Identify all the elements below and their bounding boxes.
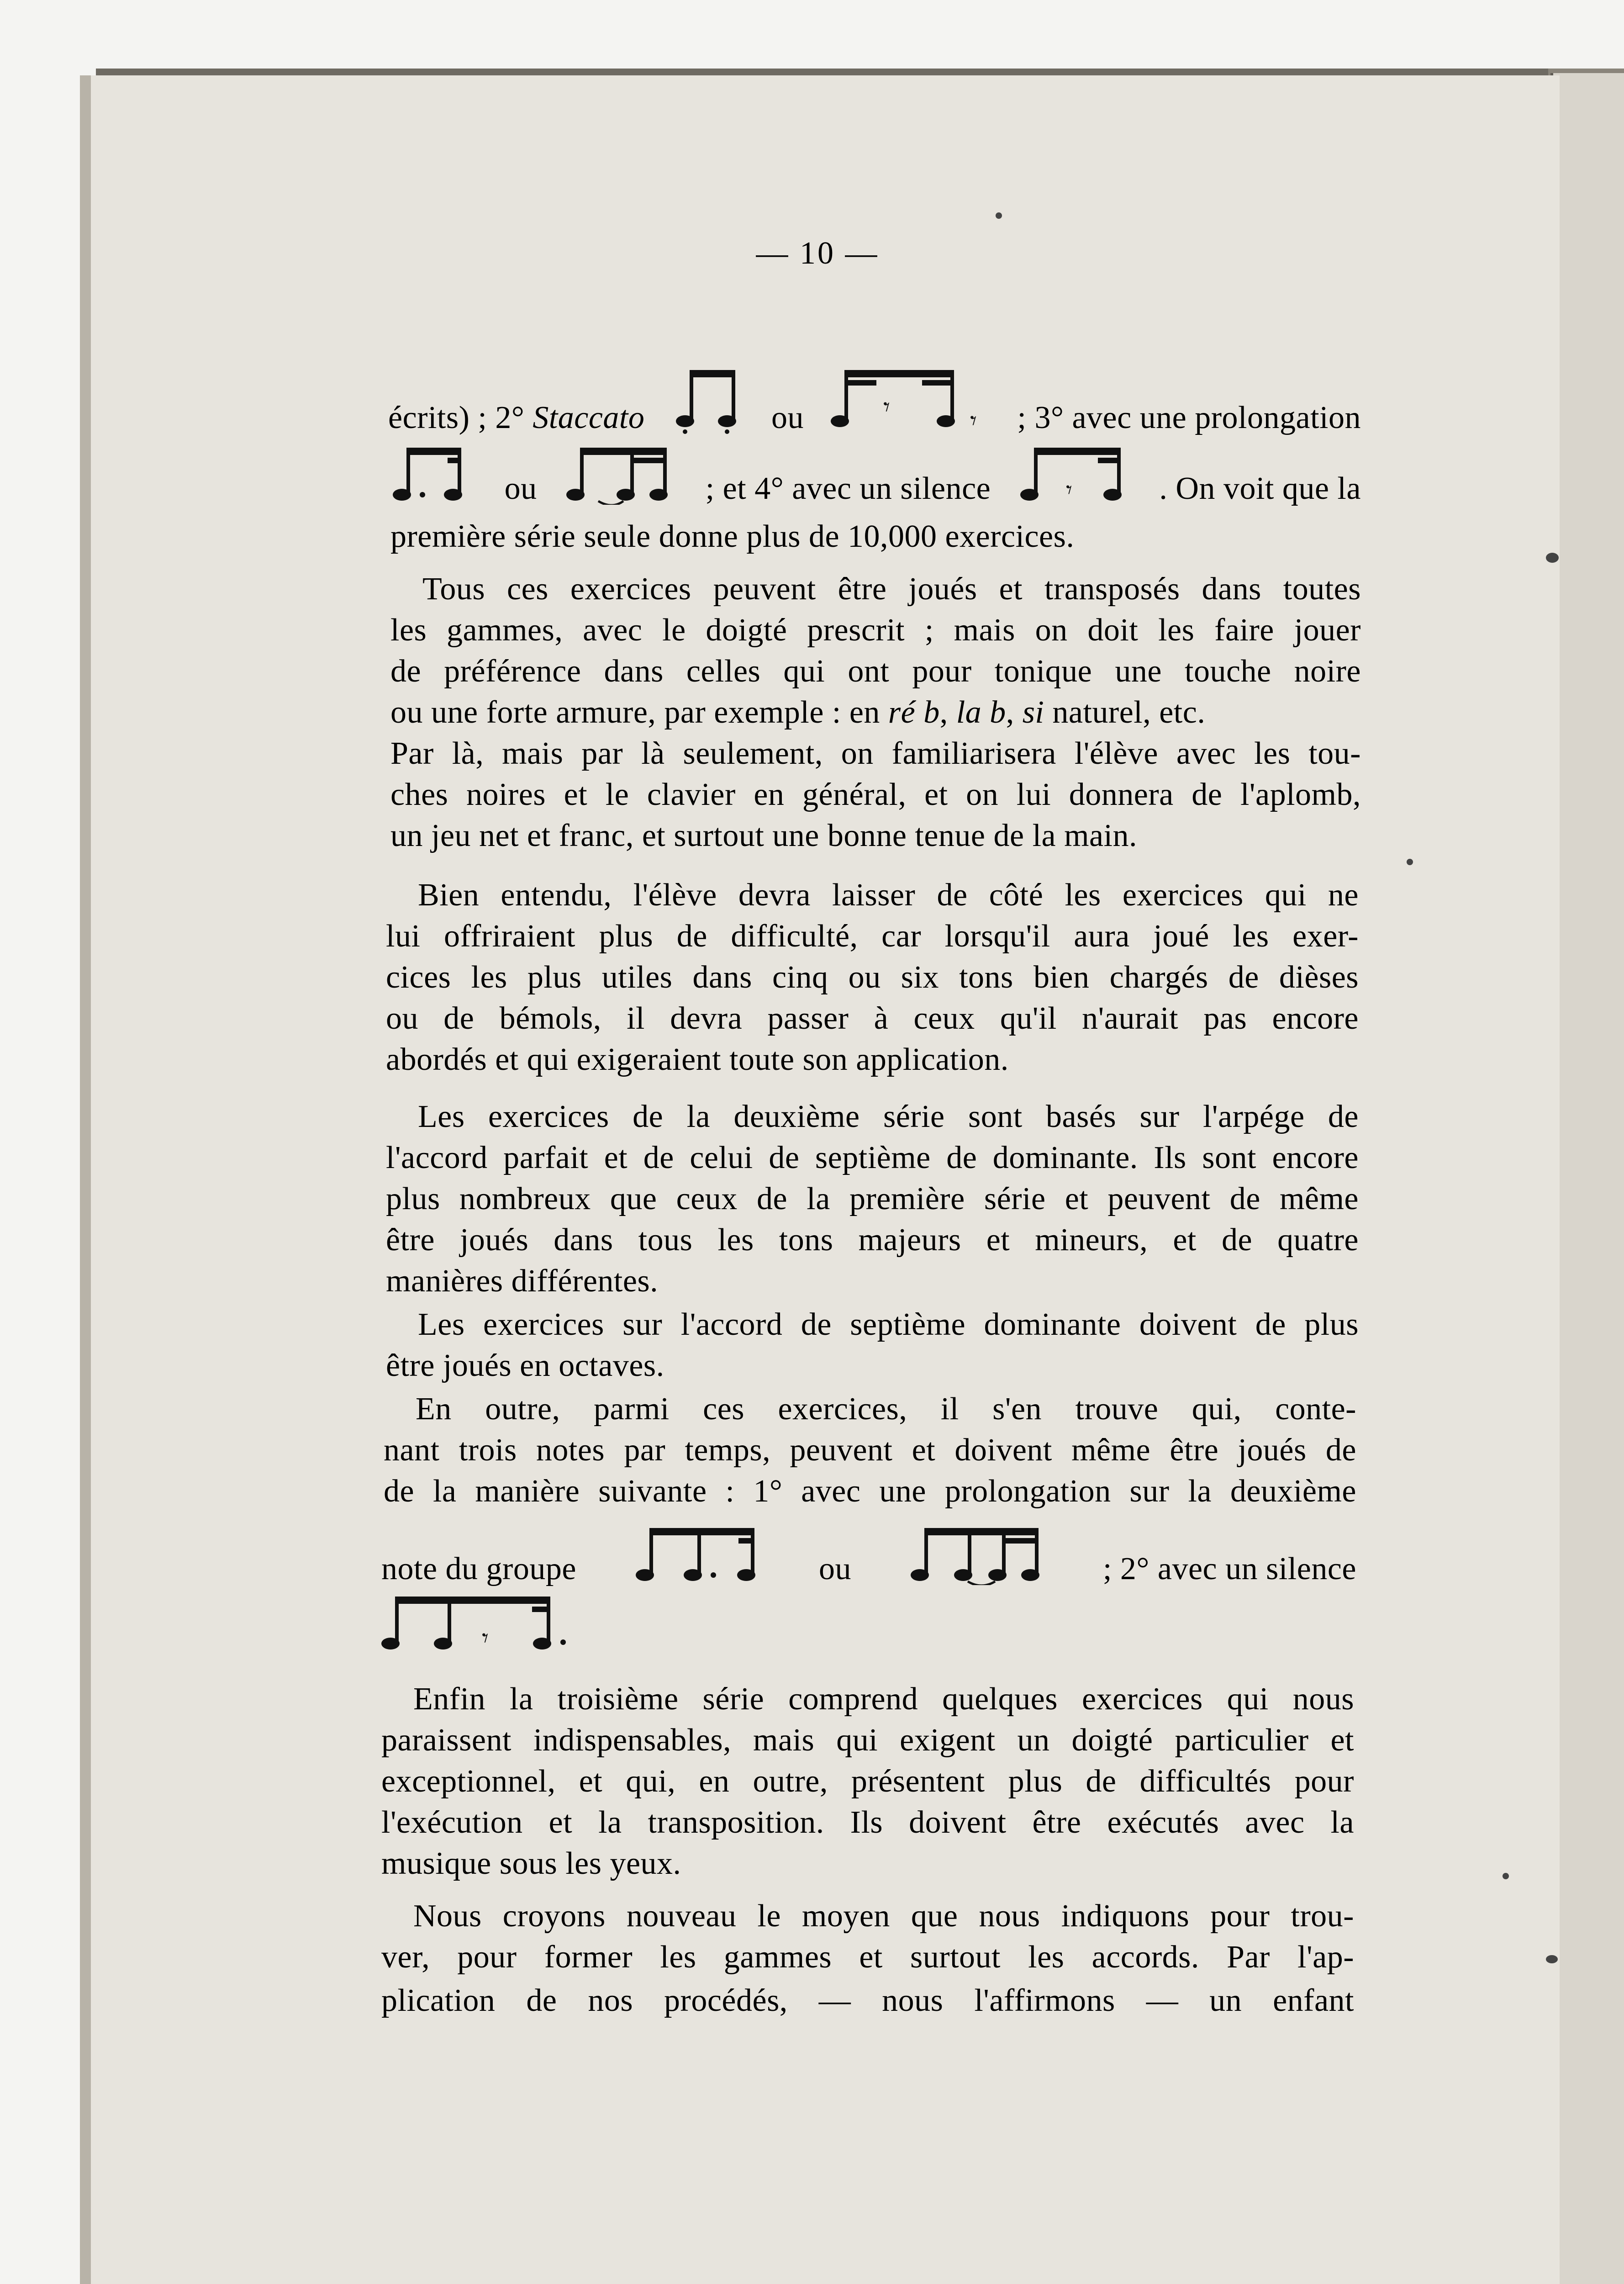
text-span: naturel, etc. — [1044, 695, 1206, 730]
svg-text:𝄾: 𝄾 — [883, 392, 891, 422]
scan-speck — [1546, 553, 1559, 563]
text-line: exceptionnel, et qui, en outre, présentent plus de difficultés pour — [381, 1764, 1354, 1799]
text-line: Nous croyons nouveau le moyen que nous indiquons pour trou- — [413, 1898, 1354, 1934]
scan-speck — [1546, 1955, 1558, 1963]
text-span: note du groupe — [381, 1551, 576, 1586]
text-span: , — [1006, 695, 1023, 730]
text-line: Tous ces exercices peuvent être joués et transposés dans toutes — [422, 571, 1361, 607]
text-span: écrits) ; 2° — [388, 400, 533, 435]
svg-text:𝄾: 𝄾 — [1065, 476, 1073, 504]
text-line: première série seule donne plus de 10,000 exercices. — [390, 519, 1075, 554]
text-line: les gammes, avec le doigté prescrit ; mais on doit les faire jouer — [390, 613, 1361, 648]
italic-text: si — [1022, 695, 1044, 730]
text-line: nant trois notes par temps, peuvent et doivent même être joués de — [384, 1433, 1356, 1468]
text-span: , — [939, 695, 956, 730]
text-span: ; 3° avec une prolongation — [1017, 400, 1361, 435]
italic-text: la b — [956, 695, 1006, 730]
text-line: l'accord parfait et de celui de septième de dominante. Ils sont encore — [386, 1140, 1359, 1175]
prolongation-tied-notation-icon — [562, 441, 680, 505]
italic-text: Staccato — [533, 400, 645, 435]
silence-notation-icon — [1016, 441, 1134, 505]
prolongation-notation-icon — [388, 441, 480, 505]
text-line: ches noires et le clavier en général, et on lui donnera de l'aplomb, — [390, 777, 1361, 812]
scan-speck — [1407, 859, 1413, 865]
text-line — [388, 436, 1361, 505]
text-line: ver, pour former les gammes et surtout les accords. Par l'ap- — [381, 1940, 1354, 1975]
text-span: ou — [504, 471, 537, 506]
text-span — [390, 697, 1205, 729]
text-line: plication de nos procédés, — nous l'affirmons — un enfant — [381, 1983, 1354, 2018]
text-line: l'exécution et la transposition. Ils doivent être exécutés avec la — [381, 1805, 1354, 1840]
text-span: ou une forte armure, par exemple : en — [390, 695, 888, 730]
italic-text: ré b — [888, 695, 940, 730]
text-line — [390, 697, 1361, 729]
text-line: Enfin la troisième série comprend quelques exercices qui nous — [413, 1681, 1354, 1717]
text-line: manières différentes. — [386, 1264, 659, 1299]
text-line: musique sous les yeux. — [381, 1846, 681, 1881]
text-line: cices les plus utiles dans cinq ou six tons bien chargés de dièses — [386, 960, 1359, 995]
text-line: de la manière suivante : 1° avec une prolongation sur la deuxième — [384, 1474, 1356, 1509]
text-line: un jeu net et franc, et surtout une bonne tenue de la main. — [390, 818, 1138, 853]
text-line: paraissent indispensables, mais qui exigent un doigté particulier et — [381, 1723, 1354, 1758]
text-span: ; 2° avec un silence — [1102, 1551, 1356, 1586]
text-line: ou de bémols, il devra passer à ceux qu'il n'aurait pas encore — [386, 1001, 1359, 1036]
staccato-rest-notation-icon — [828, 365, 993, 434]
text-line: lui offriraient plus de difficulté, car lorsqu'il aura joué les exer- — [386, 919, 1359, 954]
text-line: être joués en octaves. — [386, 1348, 664, 1383]
text-line: En outre, parmi ces exercices, il s'en trouve qui, conte- — [416, 1391, 1356, 1427]
scan-speck — [1503, 1873, 1509, 1879]
text-span: ; et 4° avec un silence — [705, 471, 991, 506]
svg-text:𝄾: 𝄾 — [482, 1623, 489, 1653]
group-silence-notation-icon — [381, 1590, 573, 1658]
group-prolongation-notation-icon — [629, 1521, 766, 1585]
text-line: Les exercices de la deuxième série sont basés sur l'arpége de — [418, 1099, 1359, 1134]
text-line: plus nombreux que ceux de la première série et peuvent de même — [386, 1181, 1359, 1216]
svg-text:𝄾: 𝄾 — [970, 406, 977, 434]
group-tied-notation-icon — [904, 1521, 1050, 1585]
text-line: de préférence dans celles qui ont pour tonique une touche noire — [390, 654, 1361, 689]
page-number: — 10 — — [756, 236, 879, 271]
text-span: ou — [771, 400, 804, 435]
text-span — [388, 402, 644, 434]
text-line: Les exercices sur l'accord de septième dominante doivent de plus — [418, 1307, 1359, 1342]
text-line: abordés et qui exigeraient toute son application. — [386, 1042, 1009, 1077]
text-line — [388, 365, 1361, 434]
text-line: Bien entendu, l'élève devra laisser de côté les exercices qui ne — [418, 878, 1359, 913]
text-line: être joués dans tous les tons majeurs et mineurs, et de quatre — [386, 1222, 1359, 1258]
next-page-edge — [1550, 73, 1624, 2284]
text-span: ou — [818, 1551, 851, 1586]
text-line — [381, 1517, 1356, 1585]
scan-speck — [996, 212, 1002, 219]
text-span: . On voit que la — [1159, 471, 1361, 506]
staccato-notation-icon — [669, 365, 747, 434]
text-line: Par là, mais par là seulement, on familiarisera l'élève avec les tou- — [390, 736, 1361, 771]
